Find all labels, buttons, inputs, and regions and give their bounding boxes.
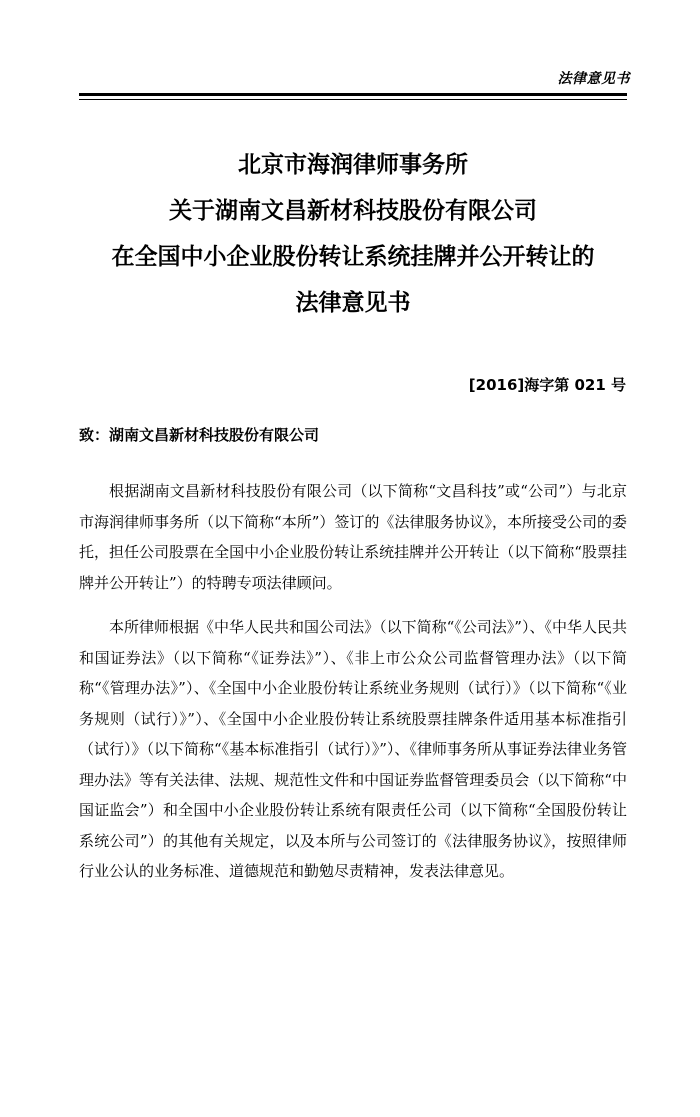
header-rule-thick	[79, 93, 627, 96]
title-line-firm: 北京市海润律师事务所	[238, 152, 468, 178]
body-paragraph-2: 本所律师根据《中华人民共和国公司法》（以下简称“《公司法》”）、《中华人民共和国证券法》（以下简称“《证券法》”）、《非上市公众公司监督管理办法》（以下简称“《管理办法》”）、《全国中小企业股份转让系统业务规则（试行）》（以下简称“《业务规则（试行）》”）、《全国中小企业股份转让系统股票挂牌条件适用基本标准指引（试行）》（以下简称“《基本标准指引（试行）》”）、《律师事务所从事证券法律业务管理办法》等有关法律、法规、规范性文件和中国证券监督管理委员会（以下简称“中国证监会”）和全国中小企业股份转让系统有限责任公司（以下简称“全国股份转让系统公司”）的其他有关规定，以及本所与公司签订的《法律服务协议》，按照律师行业公认的业务标准、道德规范和勤勉尽责精神，发表法律意见。	[79, 618, 627, 880]
document-number: [2016]海字第 021 号	[468, 376, 626, 394]
title-line-doctype: 法律意见书	[295, 290, 411, 316]
header-rule-thin	[79, 99, 627, 100]
body-paragraph-1: 根据湖南文昌新材科技股份有限公司（以下简称“文昌科技”或“公司”）与北京市海润律师事务所（以下简称“本所”）签订的《法律服务协议》，本所接受公司的委托，担任公司股票在全国中小企业股份转让系统挂牌并公开转让（以下简称“股票挂牌并公开转让”）的特聘专项法律顾问。	[79, 482, 627, 592]
document-title	[79, 142, 627, 326]
running-header: 法律意见书	[557, 71, 630, 87]
title-line-company: 关于湖南文昌新材科技股份有限公司	[169, 198, 537, 224]
title-line-subject: 在全国中小企业股份转让系统挂牌并公开转让的	[111, 244, 595, 270]
addressee: 致：湖南文昌新材科技股份有限公司	[79, 426, 320, 444]
